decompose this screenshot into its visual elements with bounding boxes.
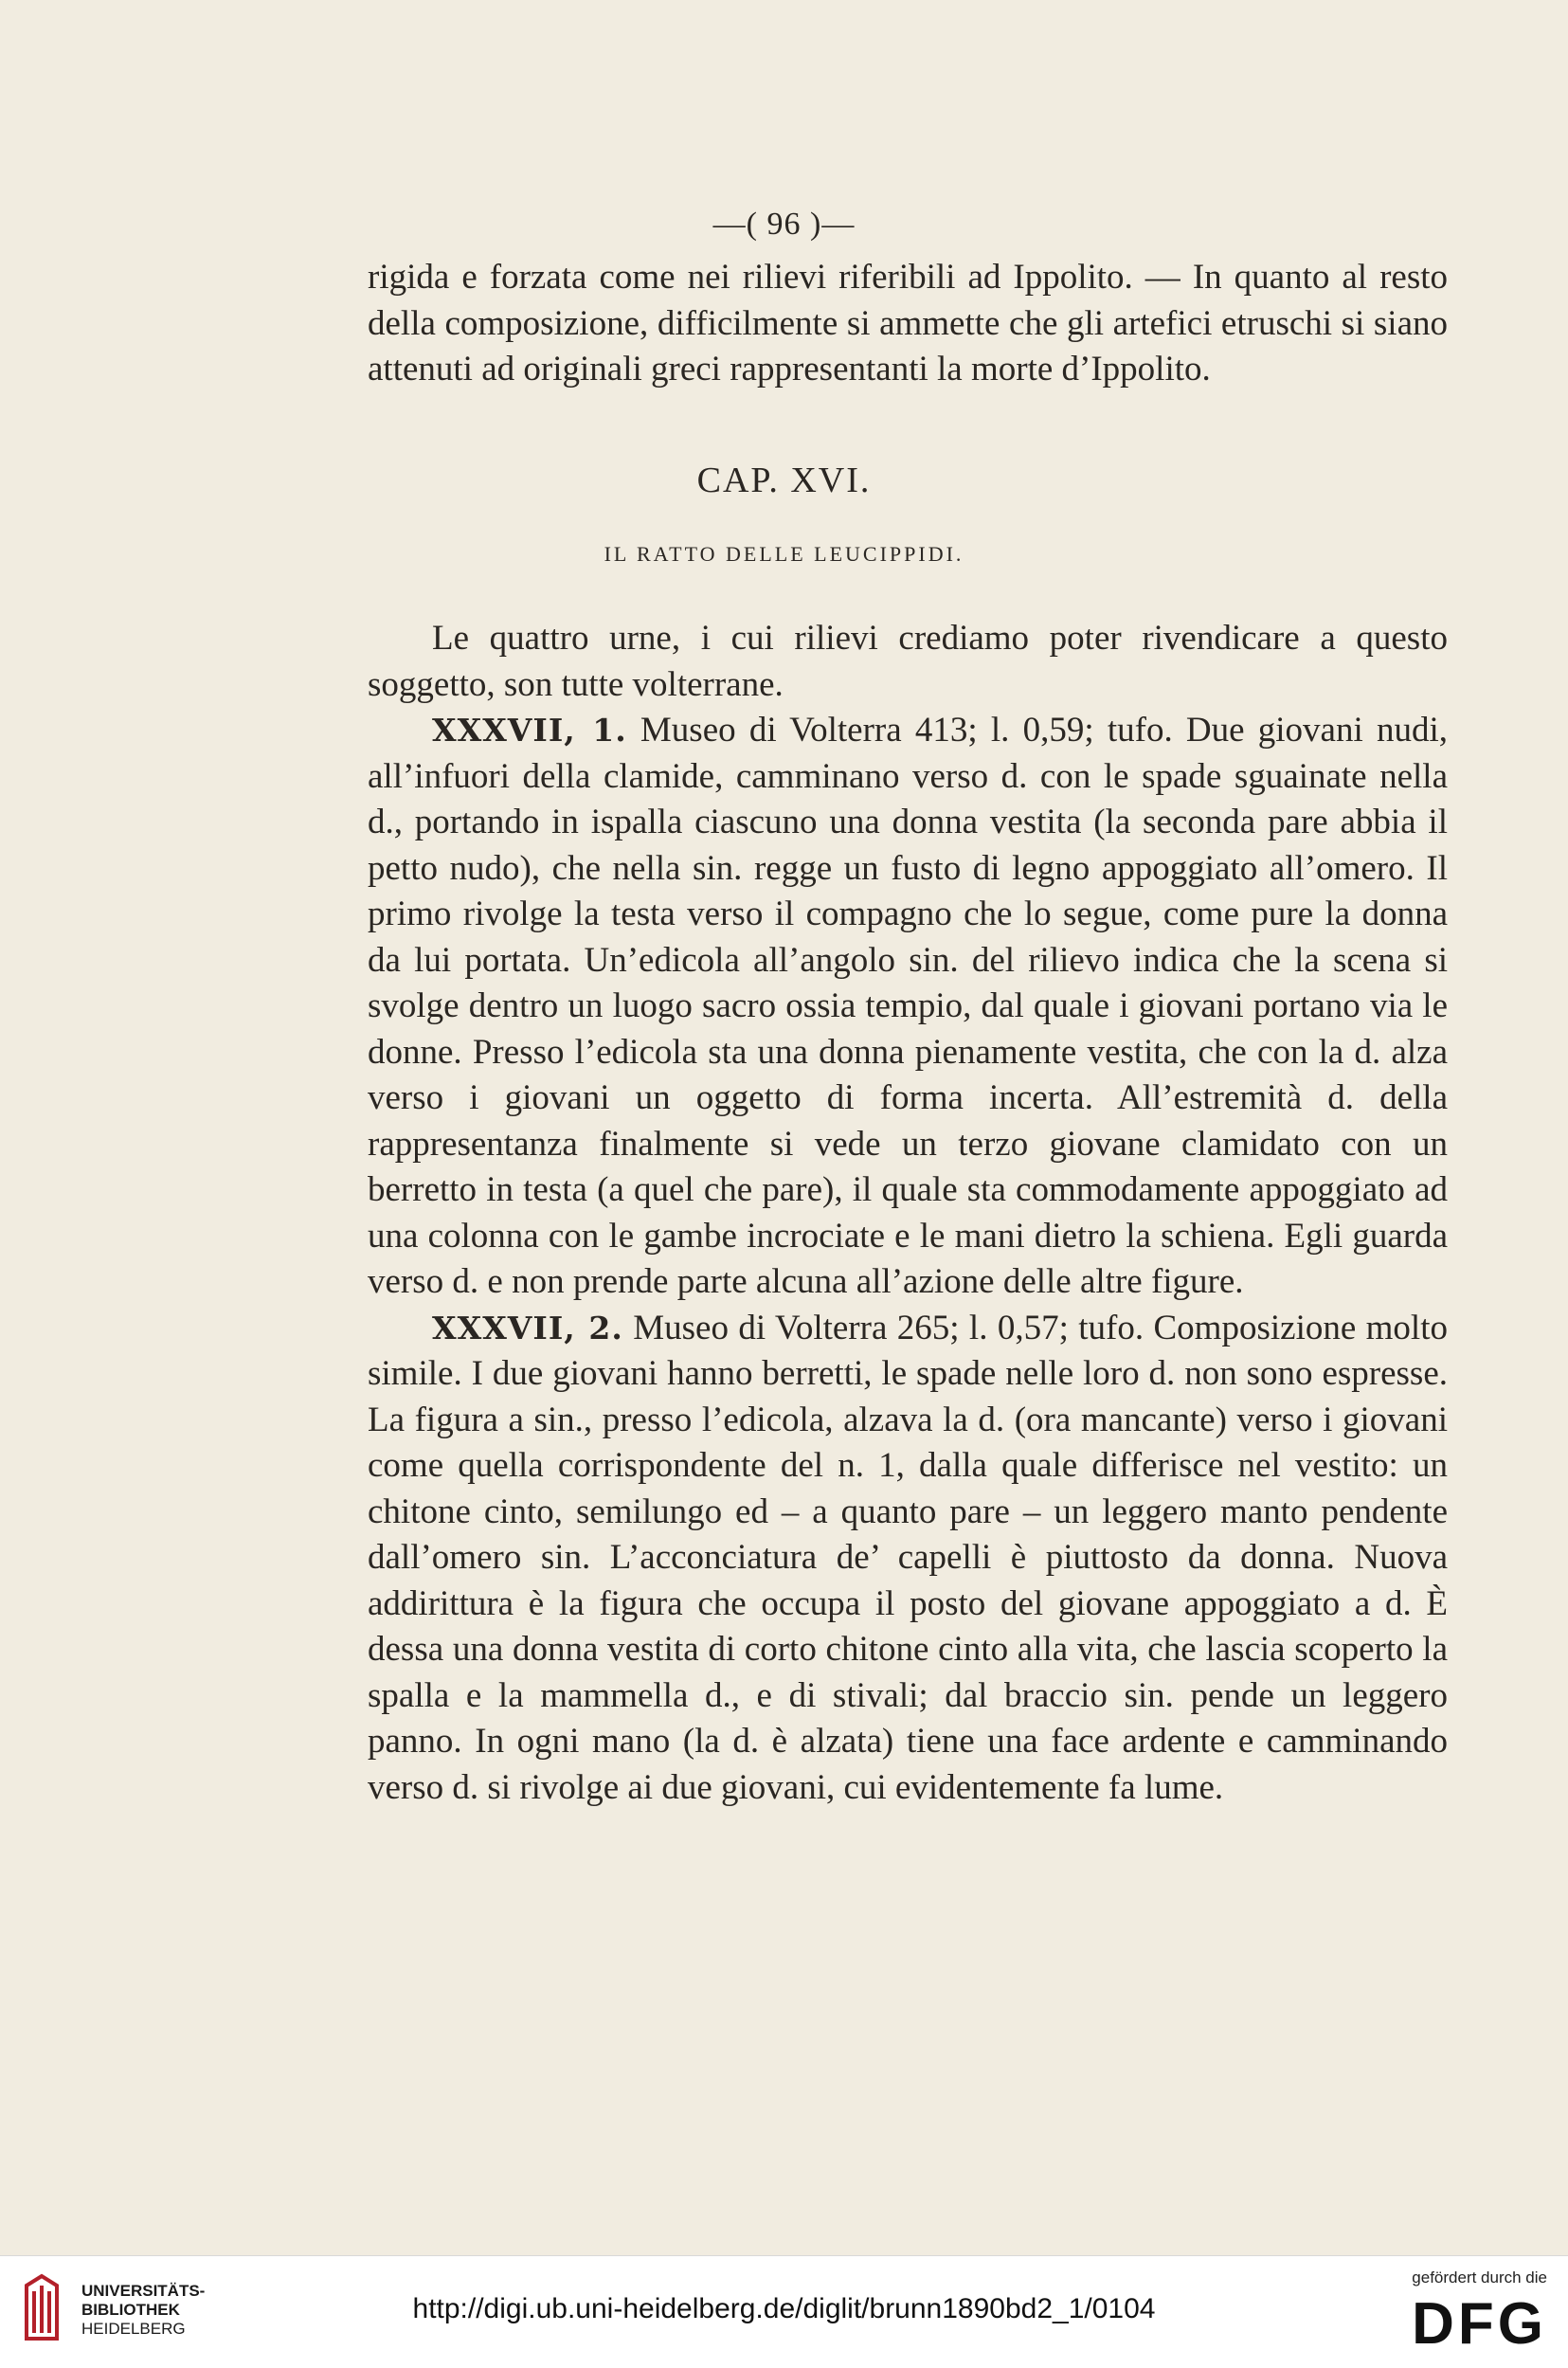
body-text xyxy=(368,616,1448,1811)
page-number: —( 96 )— xyxy=(712,207,856,242)
funding-credit xyxy=(1412,2269,1547,2357)
paragraph-text: Museo di Volterra 413; l. 0,59; tufo. Due giovani nudi, all’infuori della clamide, camminano verso d. con le spade sguainate nella d., portando in ispalla ciascuno una donna vestita (la seconda pare abbia il petto nudo), che nella sin. regge un fusto di legno appoggiato all’omero. Il primo rivolge la testa verso il compagno che lo segue, come pure la donna da lui portata. Un’edicola all’angolo sin. del rilievo indica che la scena si svolge dentro un luogo sacro ossia tempio, dal quale i giovani portano via le donne. Presso l’edicola sta una donna pienamente vestita, che con la d. alza verso i giovani un oggetto di forma incerta. All’estremità d. della rappresentanza finalmente si vede un terzo giovane clamidato con un berretto in testa (a quel che pare), il quale sta commodamente appoggiato ad una colonna con le gambe incrociate e le mani dietro la schiena. Egli guarda verso d. e non prende parte alcuna all’azione delle altre figure. xyxy=(368,711,1448,1301)
library-line: HEIDELBERG xyxy=(81,2320,186,2338)
paragraph-intro xyxy=(368,616,1448,708)
intro-paragraph xyxy=(368,255,1448,393)
library-line: BIBLIOTHEK xyxy=(81,2301,180,2319)
paragraph-entry-1 xyxy=(368,708,1448,1306)
paragraph-entry-2 xyxy=(368,1306,1448,1812)
dfg-logo: DFG xyxy=(1412,2291,1547,2357)
library-line: UNIVERSITÄTS- xyxy=(81,2282,206,2300)
chapter-title: IL RATTO DELLE LEUCIPPIDI. xyxy=(604,542,964,566)
paragraph-text: Museo di Volterra 265; l. 0,57; tufo. Composizione molto simile. I due giovani hanno berretti, le spade nelle loro d. non sono espresse. La figura a sin., presso l’edicola, alzava la d. (ora mancante) verso i giovani come quella corrispondente del n. 1, dalla quale differisce nel vestito: un chitone cinto, semilungo ed – a quanto pare – un leggero manto pendente dall’omero sin. L’acconciatura de’ capelli è piuttosto da donna. Nuova addirittura è la figura che occupa il posto del giovane appoggiato a d. È dessa una donna vestita di corto chitone cinto alla vita, che lascia scoperto la spalla e la mammella d., e di stivali; dal braccio sin. pende un leggero panno. In ogni mano (la d. è alzata) tiene una face ardente e camminando verso d. si rivolge ai due giovani, cui evidentemente fa lume. xyxy=(368,1308,1448,1807)
source-url-link[interactable]: http://digi.ub.uni-heidelberg.de/diglit/brunn1890bd2_1/0104 xyxy=(412,2293,1156,2324)
entry-reference: XXXVII, 1. xyxy=(432,712,627,749)
chapter-number: CAP. XVI. xyxy=(696,461,872,500)
intro-paragraph-text: rigida e forzata come nei rilievi riferibili ad Ippolito. — In quanto al resto della composizione, difficilmente si ammette che gli artefici etruschi si siano attenuti ad originali greci rappresentanti la morte d’Ippolito. xyxy=(368,258,1448,389)
paragraph-text: Le quattro urne, i cui rilievi crediamo poter rivendicare a questo soggetto, son tutte volterrane. xyxy=(368,619,1448,704)
entry-reference: XXXVII, 2. xyxy=(432,1309,623,1347)
funding-label: gefördert durch die xyxy=(1412,2269,1547,2287)
